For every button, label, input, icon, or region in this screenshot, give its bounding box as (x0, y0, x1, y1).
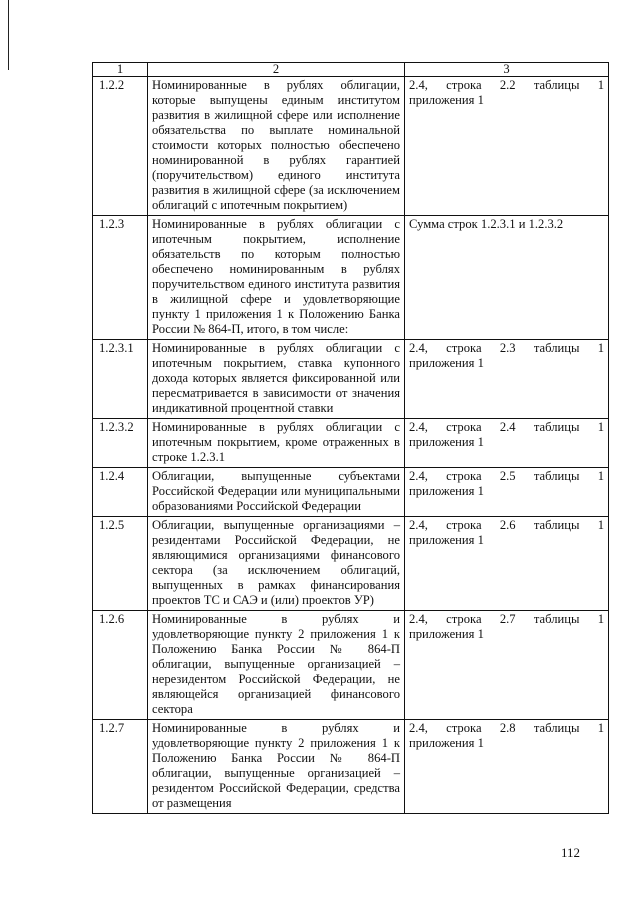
row-source: Сумма строк 1.2.3.1 и 1.2.3.2 (405, 216, 609, 340)
column-header-1: 1 (93, 63, 148, 77)
row-source: 2.4, строка 2.7 таблицы 1 приложения 1 (405, 611, 609, 720)
table-row (93, 340, 609, 419)
row-number: 1.2.3.1 (93, 340, 148, 419)
row-source: 2.4, строка 2.5 таблицы 1 приложения 1 (405, 468, 609, 517)
row-number: 1.2.5 (93, 517, 148, 611)
row-description: Облигации, выпущенные субъектами Российской Федерации или муниципальными образованиями Российской Федерации (148, 468, 405, 517)
row-number: 1.2.7 (93, 720, 148, 814)
row-source: 2.4, строка 2.4 таблицы 1 приложения 1 (405, 419, 609, 468)
row-number: 1.2.3.2 (93, 419, 148, 468)
table-row (93, 517, 609, 611)
row-description: Номинированные в рублях облигации с ипотечным покрытием, ставка купонного дохода которых является фиксированной или пересматривается в зависимости от значения индикативной процентной ставки (148, 340, 405, 419)
row-source: 2.4, строка 2.2 таблицы 1 приложения 1 (405, 77, 609, 216)
table-header-row (93, 63, 609, 77)
row-description: Номинированные в рублях облигации с ипотечным покрытием, исполнение обязательств по которым полностью обеспечено номинированным в рублях поручительством единого института развития в жилищной сфере и удовлетворяющие пункту 1 приложения 1 к Положению Банка России № 864-П, итого, в том числе: (148, 216, 405, 340)
row-number: 1.2.3 (93, 216, 148, 340)
row-number: 1.2.6 (93, 611, 148, 720)
column-header-2: 2 (148, 63, 405, 77)
row-description: Облигации, выпущенные организациями – резидентами Российской Федерации, не являющимися организациями финансового сектора (за исключением облигаций, выпущенных в рамках финансирования проектов ТС и САЭ и (или) проектов УР) (148, 517, 405, 611)
row-source: 2.4, строка 2.6 таблицы 1 приложения 1 (405, 517, 609, 611)
indicators-table (92, 62, 609, 814)
row-description: Номинированные в рублях облигации с ипотечным покрытием, кроме отраженных в строке 1.2.3.1 (148, 419, 405, 468)
row-description: Номинированные в рублях и удовлетворяющие пункту 2 приложения 1 к Положению Банка России № 864-П облигации, выпущенные организацией – нерезидентом Российской Федерации, не являющейся организацией финансового сектора (148, 611, 405, 720)
binding-edge-line (8, 0, 9, 70)
row-description: Номинированные в рублях облигации, которые выпущены единым институтом развития в жилищной сфере или исполнение обязательства по выплате номинальной стоимости которых полностью обеспечено номинированной в рублях гарантией (поручительством) единого института развития в жилищной сфере (за исключением облигаций с ипотечным покрытием) (148, 77, 405, 216)
row-description: Номинированные в рублях и удовлетворяющие пункту 2 приложения 1 к Положению Банка России № 864-П облигации, выпущенные организацией – резидентом Российской Федерации, средства от размещения (148, 720, 405, 814)
row-number: 1.2.4 (93, 468, 148, 517)
page-number: 112 (561, 845, 581, 860)
table-row (93, 77, 609, 216)
table-row (93, 419, 609, 468)
column-header-3: 3 (405, 63, 609, 77)
row-number: 1.2.2 (93, 77, 148, 216)
table-row (93, 611, 609, 720)
table-row (93, 468, 609, 517)
row-source: 2.4, строка 2.8 таблицы 1 приложения 1 (405, 720, 609, 814)
row-source: 2.4, строка 2.3 таблицы 1 приложения 1 (405, 340, 609, 419)
table-row (93, 720, 609, 814)
table-row (93, 216, 609, 340)
